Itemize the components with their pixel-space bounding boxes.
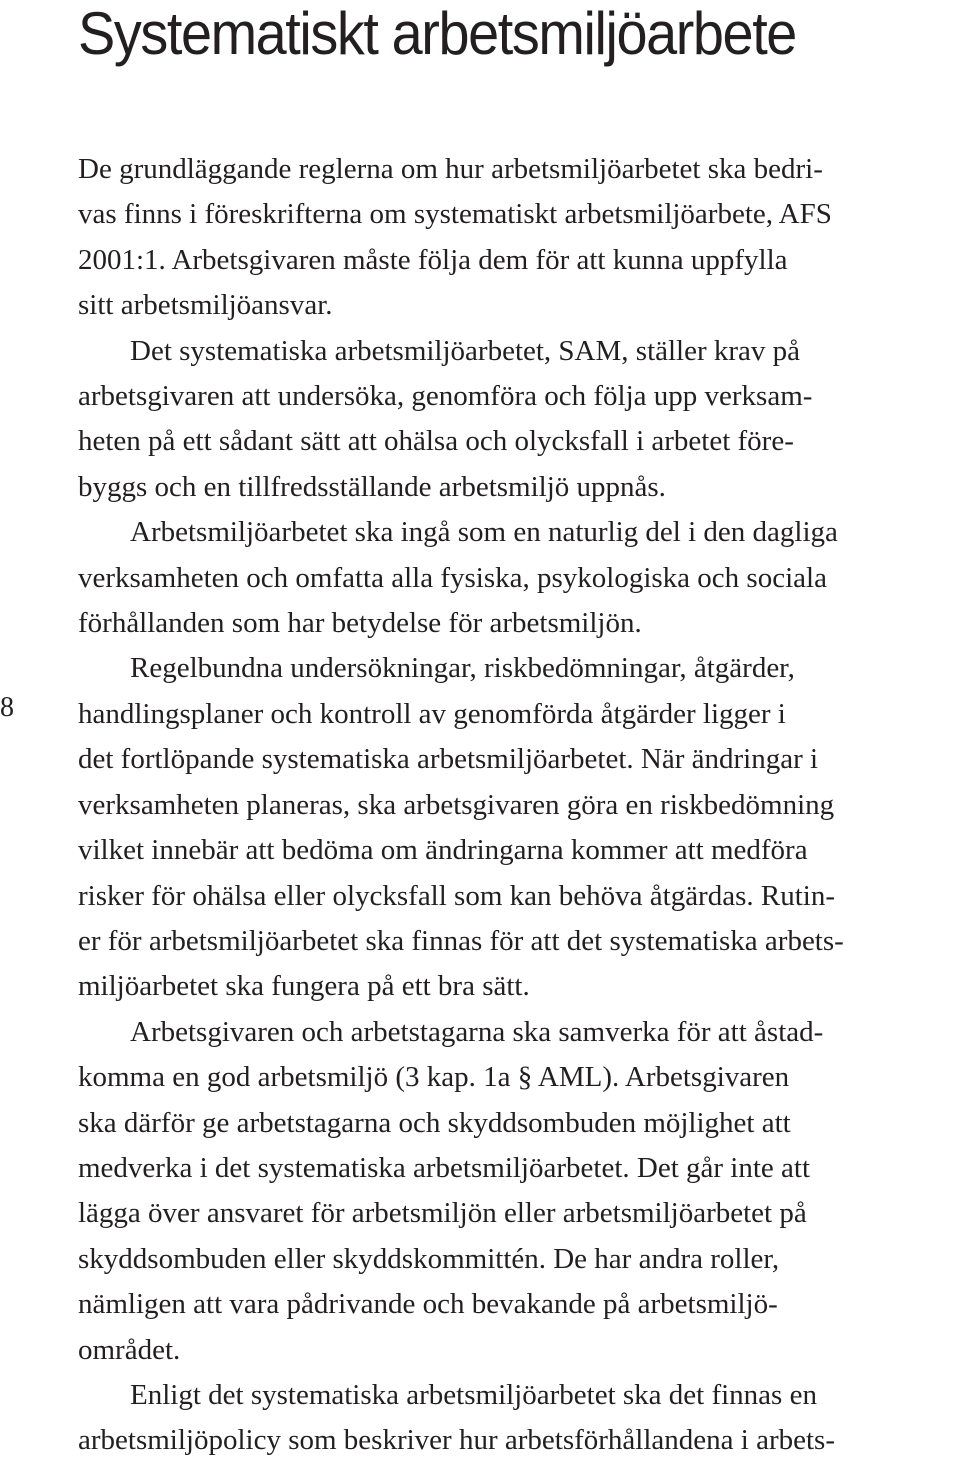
text-line: förhållanden som har betydelse för arbetsmiljön. bbox=[78, 607, 642, 640]
page-title: Systematiskt arbetsmiljöarbete bbox=[78, 0, 796, 67]
text-line: byggs och en tillfredsställande arbetsmiljö uppnås. bbox=[78, 470, 666, 503]
text-line: ska därför ge arbetstagarna och skyddsombuden möjlighet att bbox=[78, 1106, 791, 1139]
text-line: verksamheten och omfatta alla fysiska, psykologiska och sociala bbox=[78, 561, 827, 594]
text-line: miljöarbetet ska fungera på ett bra sätt. bbox=[78, 970, 530, 1003]
text-line: vilket innebär att bedöma om ändringarna kommer att medföra bbox=[78, 834, 808, 867]
text-line: verksamheten planeras, ska arbetsgivaren göra en riskbedömning bbox=[78, 788, 835, 821]
text-line: Regelbundna undersökningar, riskbedömningar, åtgärder, bbox=[130, 652, 795, 685]
text-line: heten på ett sådant sätt att ohälsa och olycksfall i arbetet före- bbox=[78, 425, 794, 458]
page-number: 8 bbox=[0, 692, 14, 723]
text-line: De grundläggande reglerna om hur arbetsmiljöarbetet ska bedri- bbox=[78, 153, 823, 185]
text-line: 2001:1. Arbetsgivaren måste följa dem för att kunna uppfylla bbox=[78, 243, 788, 276]
text-line: Arbetsmiljöarbetet ska ingå som en naturlig del i den dagliga bbox=[130, 516, 838, 549]
text-line: komma en god arbetsmiljö (3 kap. 1a § AML). Arbetsgivaren bbox=[78, 1061, 790, 1094]
text-line: skyddsombuden eller skyddskommittén. De har andra roller, bbox=[78, 1242, 780, 1275]
text-line: Enligt det systematiska arbetsmiljöarbetet ska det finnas en bbox=[130, 1378, 817, 1411]
body-text bbox=[78, 147, 958, 1464]
text-line: lägga över ansvaret för arbetsmiljön eller arbetsmiljöarbetet på bbox=[78, 1197, 807, 1230]
text-line: det fortlöpande systematiska arbetsmiljöarbetet. När ändringar i bbox=[78, 743, 819, 776]
text-line: medverka i det systematiska arbetsmiljöarbetet. Det går inte att bbox=[78, 1151, 810, 1184]
text-line: området. bbox=[78, 1333, 181, 1366]
text-line: vas finns i föreskrifterna om systematiskt arbetsmiljöarbete, AFS bbox=[78, 198, 832, 231]
text-line: sitt arbetsmiljöansvar. bbox=[78, 289, 333, 322]
text-line: handlingsplaner och kontroll av genomförda åtgärder ligger i bbox=[78, 697, 786, 730]
text-line: Det systematiska arbetsmiljöarbetet, SAM, ställer krav på bbox=[130, 334, 801, 367]
text-line: Arbetsgivaren och arbetstagarna ska samverka för att åstad- bbox=[130, 1015, 824, 1048]
text-line: er för arbetsmiljöarbetet ska finnas för att det systematiska arbets- bbox=[78, 924, 844, 957]
text-line: arbetsgivaren att undersöka, genomföra och följa upp verksam- bbox=[78, 380, 813, 413]
text-line: nämligen att vara pådrivande och bevakande på arbetsmiljö- bbox=[78, 1288, 778, 1321]
text-line: risker för ohälsa eller olycksfall som kan behöva åtgärdas. Rutin- bbox=[78, 879, 835, 912]
text-line: arbetsmiljöpolicy som beskriver hur arbetsförhållandena i arbets- bbox=[78, 1424, 835, 1457]
